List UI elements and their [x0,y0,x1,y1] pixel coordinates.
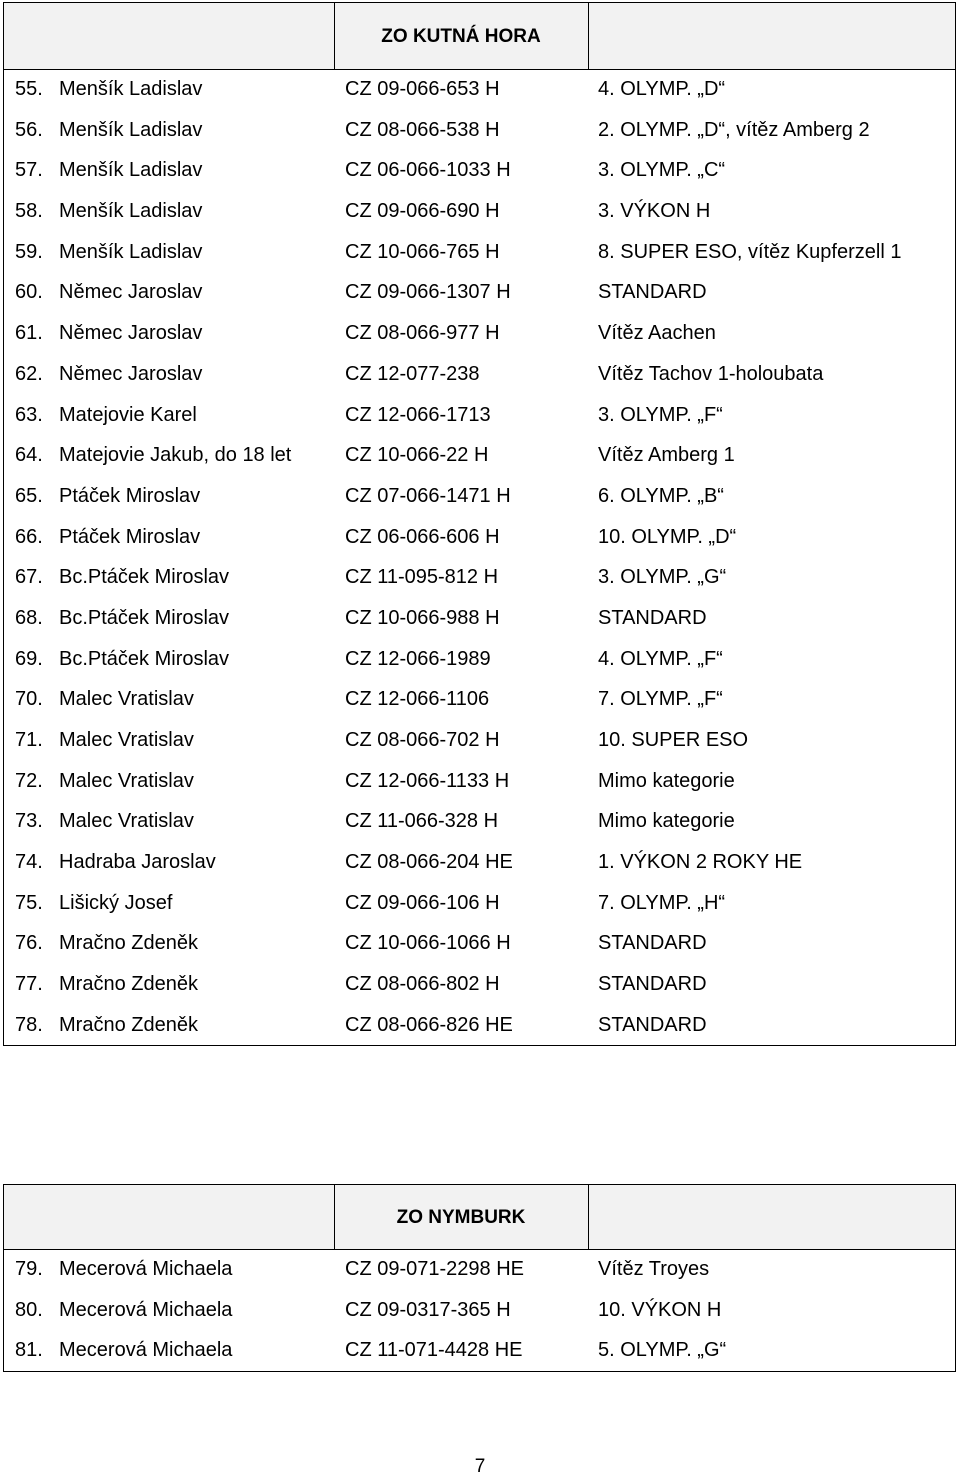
ring-number: CZ 09-066-106 H [345,891,500,914]
result-text: 3. OLYMP. „F“ [598,403,723,426]
ring-number: CZ 07-066-1471 H [345,484,511,507]
entry-number: 66. [15,525,43,548]
breeder-name: Mecerová Michaela [59,1298,233,1321]
breeder-name: Menšík Ladislav [59,159,203,182]
entries-list [4,70,955,1047]
table-row [4,192,955,233]
table-row [4,273,955,314]
breeder-name: Bc.Ptáček Miroslav [59,647,230,670]
result-text: 10. OLYMP. „D“ [598,525,737,548]
entry-number: 74. [15,851,43,874]
ring-number: CZ 10-066-988 H [345,606,500,629]
ring-number: CZ 08-066-977 H [345,322,500,345]
result-text: Mimo kategorie [598,810,735,833]
result-text: Vítěz Amberg 1 [598,444,735,467]
result-text: STANDARD [598,606,707,629]
result-text: Vítěz Aachen [598,322,716,345]
table-row [4,884,955,925]
result-text: 1. VÝKON 2 ROKY HE [598,851,803,874]
result-text: 7. OLYMP. „H“ [598,891,726,914]
ring-number: CZ 11-066-328 H [345,810,499,833]
entry-number: 81. [15,1339,43,1362]
result-text: Vítěz Troyes [598,1258,710,1280]
ring-number: CZ 11-095-812 H [345,566,499,589]
entry-number: 63. [15,403,43,426]
breeder-name: Matejovie Jakub, do 18 let [59,444,292,467]
ring-number: CZ 08-066-826 HE [345,1013,513,1036]
breeder-name: Malec Vratislav [59,769,194,792]
table-row [4,151,955,192]
result-text: Mimo kategorie [598,769,735,792]
breeder-name: Lišický Josef [59,891,173,914]
ring-number: CZ 10-066-1066 H [345,932,511,955]
result-text: 4. OLYMP. „D“ [598,78,726,100]
breeder-name: Menšík Ladislav [59,240,203,263]
breeder-name: Ptáček Miroslav [59,484,201,507]
table-row [4,558,955,599]
result-text: 3. VÝKON H [598,200,711,223]
entry-number: 69. [15,647,43,670]
result-text: 5. OLYMP. „G“ [598,1339,727,1362]
breeder-name: Malec Vratislav [59,810,194,833]
ring-number: CZ 08-066-204 HE [345,851,513,874]
result-text: 4. OLYMP. „F“ [598,647,723,670]
breeder-name: Němec Jaroslav [59,322,203,345]
result-text: 3. OLYMP. „C“ [598,159,726,182]
ring-number: CZ 12-077-238 [345,362,480,385]
result-text: STANDARD [598,973,707,996]
table-row [4,721,955,762]
entry-number: 62. [15,362,43,385]
result-text: 2. OLYMP. „D“, vítěz Amberg 2 [598,118,870,141]
section-header [4,1185,955,1250]
ring-number: CZ 09-0317-365 H [345,1298,511,1321]
table-row [4,477,955,518]
header-cell-left [4,3,335,69]
ring-number: CZ 08-066-702 H [345,729,500,751]
table-row [4,396,955,437]
section-kutna-hora [3,2,956,1046]
breeder-name: Menšík Ladislav [59,200,203,223]
result-text: 6. OLYMP. „B“ [598,484,724,507]
entry-number: 72. [15,769,43,792]
table-row [4,1291,955,1332]
table-row [4,762,955,803]
breeder-name: Bc.Ptáček Miroslav [59,606,230,629]
breeder-name: Ptáček Miroslav [59,525,201,548]
entry-number: 78. [15,1013,43,1036]
entry-number: 77. [15,973,43,996]
ring-number: CZ 12-066-1989 [345,647,491,670]
breeder-name: Bc.Ptáček Miroslav [59,566,230,589]
breeder-name: Malec Vratislav [59,729,194,751]
result-text: Vítěz Tachov 1-holoubata [598,362,824,385]
ring-number: CZ 12-066-1133 H [345,769,510,792]
breeder-name: Mecerová Michaela [59,1339,233,1362]
result-text: 10. VÝKON H [598,1298,722,1321]
entry-number: 58. [15,200,43,223]
breeder-name: Menšík Ladislav [59,78,203,100]
header-cell-left [4,1185,335,1249]
page-number: 7 [474,1456,486,1477]
table-row [4,355,955,396]
breeder-name: Hadraba Jaroslav [59,851,216,874]
breeder-name: Němec Jaroslav [59,362,203,385]
entry-number: 76. [15,932,43,955]
ring-number: CZ 09-066-1307 H [345,281,511,304]
section-title: ZO NYMBURK [396,1207,526,1228]
entry-number: 61. [15,322,43,345]
breeder-name: Matejovie Karel [59,403,197,426]
table-row [4,111,955,152]
entry-number: 56. [15,118,43,141]
table-row [4,680,955,721]
entry-number: 64. [15,444,43,467]
ring-number: CZ 08-066-538 H [345,118,500,141]
table-row [4,599,955,640]
ring-number: CZ 09-066-653 H [345,78,500,100]
entry-number: 59. [15,240,43,263]
table-row [4,843,955,884]
entry-number: 67. [15,566,43,589]
breeder-name: Němec Jaroslav [59,281,203,304]
entry-number: 70. [15,688,43,711]
ring-number: CZ 11-071-4428 HE [345,1339,523,1362]
result-text: STANDARD [598,932,707,955]
result-text: 8. SUPER ESO, vítěz Kupferzell 1 [598,240,902,263]
section-nymburk [3,1184,956,1372]
entry-number: 71. [15,729,43,751]
breeder-name: Mračno Zdeněk [59,932,198,955]
result-text: 10. SUPER ESO [598,729,749,751]
entry-number: 55. [15,78,43,100]
ring-number: CZ 12-066-1713 [345,403,491,426]
result-text: 7. OLYMP. „F“ [598,688,723,711]
breeder-name: Mecerová Michaela [59,1258,233,1280]
entry-number: 65. [15,484,43,507]
table-row [4,1006,955,1047]
result-text: STANDARD [598,281,707,304]
breeder-name: Mračno Zdeněk [59,1013,198,1036]
table-row [4,1331,955,1372]
breeder-name: Menšík Ladislav [59,118,203,141]
table-row [4,70,955,111]
entry-number: 57. [15,159,43,182]
ring-number: CZ 12-066-1106 [345,688,490,711]
entries-list [4,1250,955,1372]
ring-number: CZ 06-066-1033 H [345,159,511,182]
ring-number: CZ 10-066-765 H [345,240,500,263]
result-text: 3. OLYMP. „G“ [598,566,727,589]
table-row [4,924,955,965]
table-row [4,640,955,681]
table-row [4,965,955,1006]
table-row [4,436,955,477]
ring-number: CZ 09-071-2298 HE [345,1258,524,1280]
section-title: ZO KUTNÁ HORA [381,26,541,47]
section-header [4,3,955,70]
entry-number: 60. [15,281,43,304]
ring-number: CZ 10-066-22 H [345,444,489,467]
table-row [4,802,955,843]
table-row [4,233,955,274]
breeder-name: Mračno Zdeněk [59,973,198,996]
entry-number: 68. [15,606,43,629]
result-text: STANDARD [598,1013,707,1036]
ring-number: CZ 06-066-606 H [345,525,500,548]
breeder-name: Malec Vratislav [59,688,194,711]
table-row [4,314,955,355]
table-row [4,1250,955,1291]
entry-number: 73. [15,810,43,833]
ring-number: CZ 09-066-690 H [345,200,500,223]
table-row [4,518,955,559]
entry-number: 80. [15,1298,43,1321]
entry-number: 75. [15,891,43,914]
entry-number: 79. [15,1258,43,1280]
ring-number: CZ 08-066-802 H [345,973,500,996]
